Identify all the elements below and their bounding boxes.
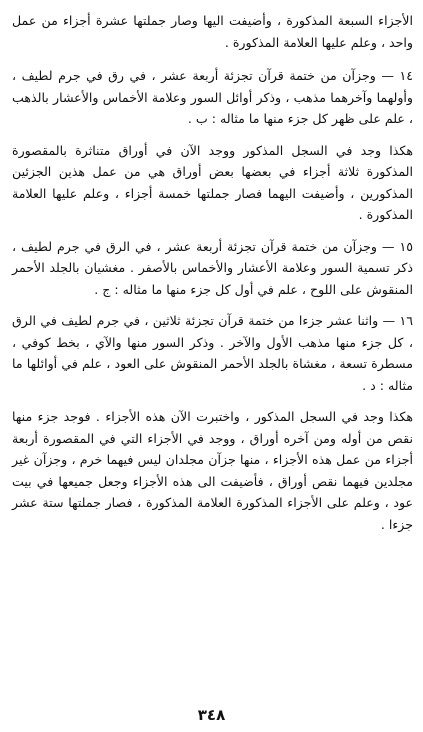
paragraph-item-16: ١٦ — واثنا عشر جزءا من ختمة قرآن تجزئة ثلاثين ، في جرم لطيف في الرق ، كل جزء منها مذهب الأول والآخر . وذكر السور منها والآي ، بخط كوفي ، مسطرة تسعة ، مغشاة بالجلد الأحمر المنقوش على العود ، علم في أوائلها ما مثاله : د . xyxy=(12,313,413,393)
paragraph-continuation: الأجزاء السبعة المذكورة ، وأضيفت اليها وصار جملتها عشرة أجزاء من عمل واحد ، وعلم عليها العلامة المذكورة . xyxy=(12,13,413,50)
paragraph-note-14: هكذا وجد في السجل المذكور ووجد الآن في أوراق متناثرة بالمقصورة المذكورة ثلاثة أجزاء في بعضها بعض أوراق هي من عمل هذين الجزئين المذكورين ، وأضيفت اليهما فصار جملتها خمسة أجزاء ، وعلم عليها العلامة المذكورة . xyxy=(12,142,413,222)
paragraph-note-16: هكذا وجد في السجل المذكور ، واختبرت الآن هذه الأجزاء . فوجد جزء منها نقص من أوله ومن آخره أوراق ، ووجد في الأجزاء التي في المقصورة أربعة أجزاء من عمل هذه الأجزاء ، منها جزآن مجلدان ليس فيهما خرم ، وجزآن غير مجلدين فيهما نقص أوراق ، فأضيفت الى هذه الأجزاء وجعل جميعها في بيت عود ، وعلم على الأجزاء المذكورة العلامة المذكورة ، فصار جملتها ستة عشر جزءا . xyxy=(12,409,413,532)
page-number: ٣٤٨ xyxy=(197,706,226,724)
paragraph-item-15: ١٥ — وجزآن من ختمة قرآن تجزئة أربعة عشر ، في الرق في جرم لطيف ، ذكر تسمية السور وعلامة الأعشار والأخماس بالأصفر . مغشيان بالجلد الأحمر المنقوش على اللوح ، علم في أول كل جزء منها ما مثاله : ج . xyxy=(12,238,413,297)
paragraph-item-14: ١٤ — وجزآن من ختمة قرآن تجزئة أربعة عشر ، في رق في جرم لطيف ، وأولهما وآخرهما مذهب ، وذكر أوائل السور وعلامة الأخماس والأعشار بالذهب ، علم على ظهر كل جزء منها ما مثاله : ب . xyxy=(12,68,413,126)
